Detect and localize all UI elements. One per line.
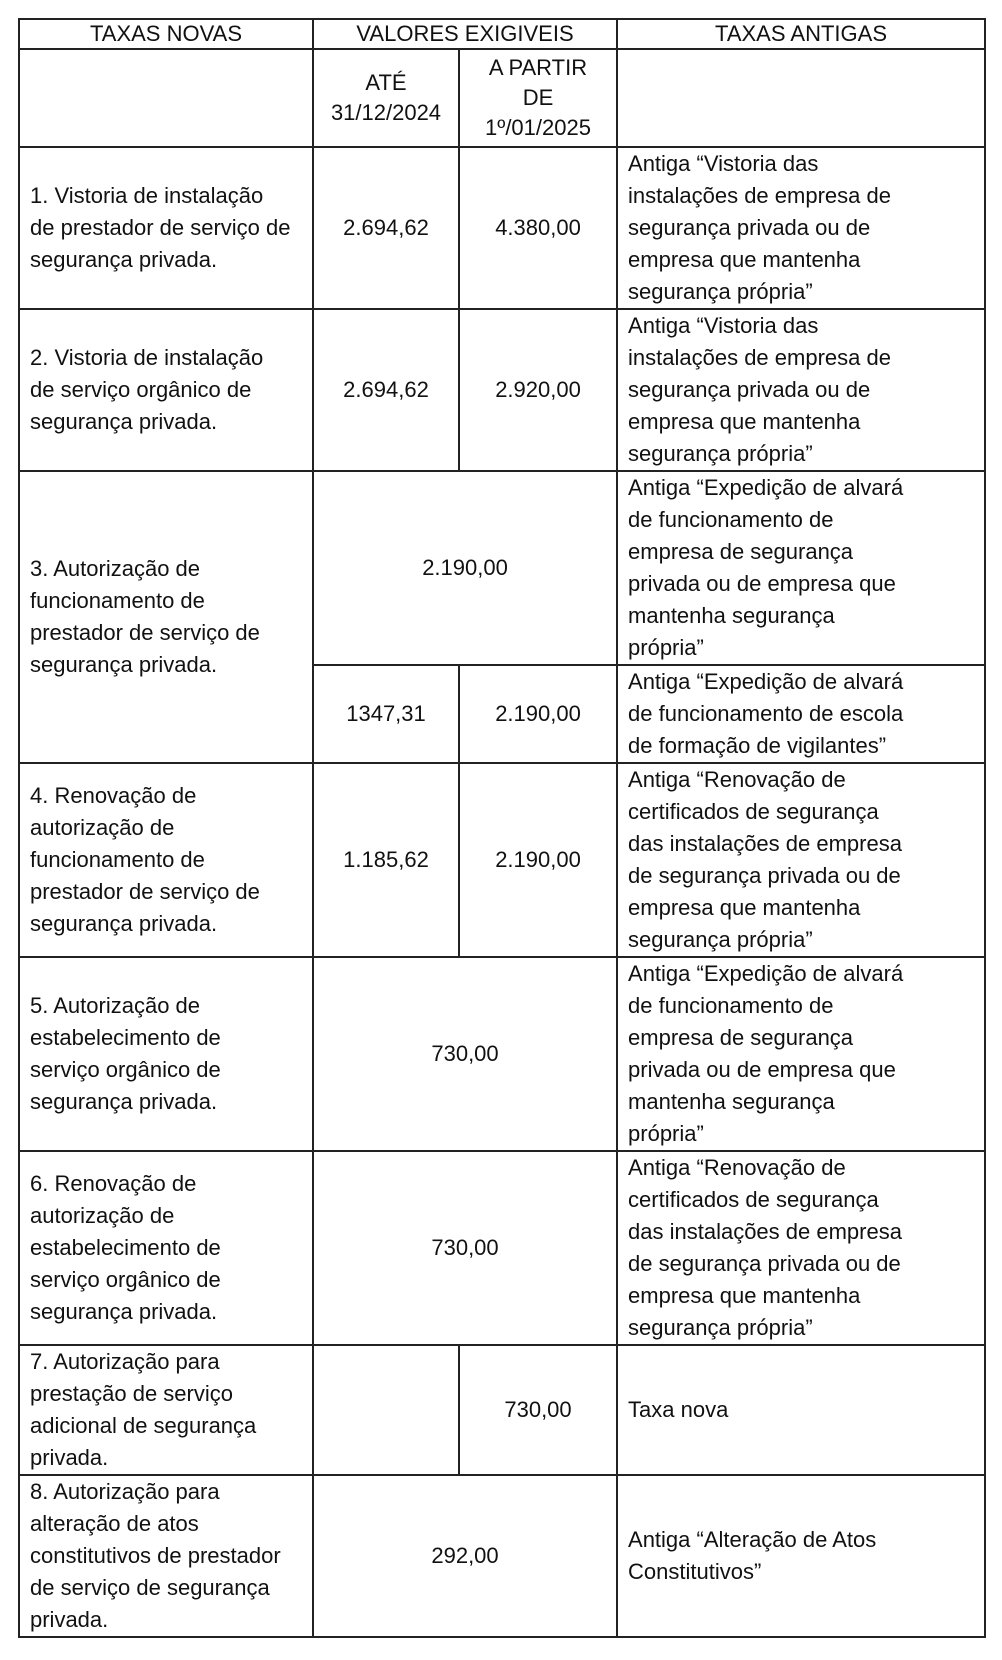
old-fee-cell: Taxa nova	[617, 1345, 985, 1475]
new-fee-cell: 5. Autorização de estabelecimento de serviço orgânico de segurança privada.	[19, 957, 313, 1151]
until-value: 1347,31	[313, 665, 459, 763]
new-fee-cell: 8. Autorização para alteração de atos constitutivos de prestador de serviço de segurança privada.	[19, 1475, 313, 1637]
subheader-from: A PARTIR DE 1º/01/2025	[459, 49, 617, 147]
merged-value: 2.190,00	[313, 471, 617, 665]
old-fee-cell: Antiga “Vistoria das instalações de empresa de segurança privada ou de empresa que mantenha segurança própria”	[617, 147, 985, 309]
old-fee-cell: Antiga “Renovação de certificados de segurança das instalações de empresa de segurança privada ou de empresa que mantenha segurança própria”	[617, 1151, 985, 1345]
table-row	[19, 763, 985, 957]
new-fee-cell: 2. Vistoria de instalação de serviço orgânico de segurança privada.	[19, 309, 313, 471]
merged-value: 292,00	[313, 1475, 617, 1637]
old-fee-cell: Antiga “Vistoria das instalações de empresa de segurança privada ou de empresa que mantenha segurança própria”	[617, 309, 985, 471]
table-row	[19, 957, 985, 1151]
new-fee-cell: 6. Renovação de autorização de estabelecimento de serviço orgânico de segurança privada.	[19, 1151, 313, 1345]
header-old-fees: TAXAS ANTIGAS	[617, 19, 985, 49]
new-fee-cell: 3. Autorização de funcionamento de prestador de serviço de segurança privada.	[19, 471, 313, 763]
new-fee-cell: 1. Vistoria de instalação de prestador de serviço de segurança privada.	[19, 147, 313, 309]
table-row	[19, 1345, 985, 1475]
subheader-row	[19, 49, 985, 147]
until-value: 2.694,62	[313, 309, 459, 471]
table-row	[19, 471, 985, 665]
subheader-until: ATÉ 31/12/2024	[313, 49, 459, 147]
new-fee-cell: 7. Autorização para prestação de serviço adicional de segurança privada.	[19, 1345, 313, 1475]
table-row	[19, 147, 985, 309]
from-value: 4.380,00	[459, 147, 617, 309]
old-fee-cell: Antiga “Expedição de alvará de funcionamento de empresa de segurança privada ou de empresa que mantenha segurança própria”	[617, 471, 985, 665]
merged-value: 730,00	[313, 1151, 617, 1345]
from-value: 730,00	[459, 1345, 617, 1475]
header-new-fees: TAXAS NOVAS	[19, 19, 313, 49]
old-fee-cell: Antiga “Expedição de alvará de funcionamento de empresa de segurança privada ou de empresa que mantenha segurança própria”	[617, 957, 985, 1151]
from-value: 2.190,00	[459, 665, 617, 763]
table-row	[19, 309, 985, 471]
from-value: 2.190,00	[459, 763, 617, 957]
until-value: 2.694,62	[313, 147, 459, 309]
subheader-empty	[19, 49, 313, 147]
from-value: 2.920,00	[459, 309, 617, 471]
subheader-empty-old	[617, 49, 985, 147]
table-row	[19, 1475, 985, 1637]
old-fee-cell: Antiga “Expedição de alvará de funcionamento de escola de formação de vigilantes”	[617, 665, 985, 763]
fees-table	[18, 18, 986, 1638]
old-fee-cell: Antiga “Renovação de certificados de segurança das instalações de empresa de segurança privada ou de empresa que mantenha segurança própria”	[617, 763, 985, 957]
header-row	[19, 19, 985, 49]
new-fee-cell: 4. Renovação de autorização de funcionamento de prestador de serviço de segurança privada.	[19, 763, 313, 957]
table-row	[19, 1151, 985, 1345]
header-values: VALORES EXIGIVEIS	[313, 19, 617, 49]
until-value	[313, 1345, 459, 1475]
old-fee-cell: Antiga “Alteração de Atos Constitutivos”	[617, 1475, 985, 1637]
merged-value: 730,00	[313, 957, 617, 1151]
until-value: 1.185,62	[313, 763, 459, 957]
